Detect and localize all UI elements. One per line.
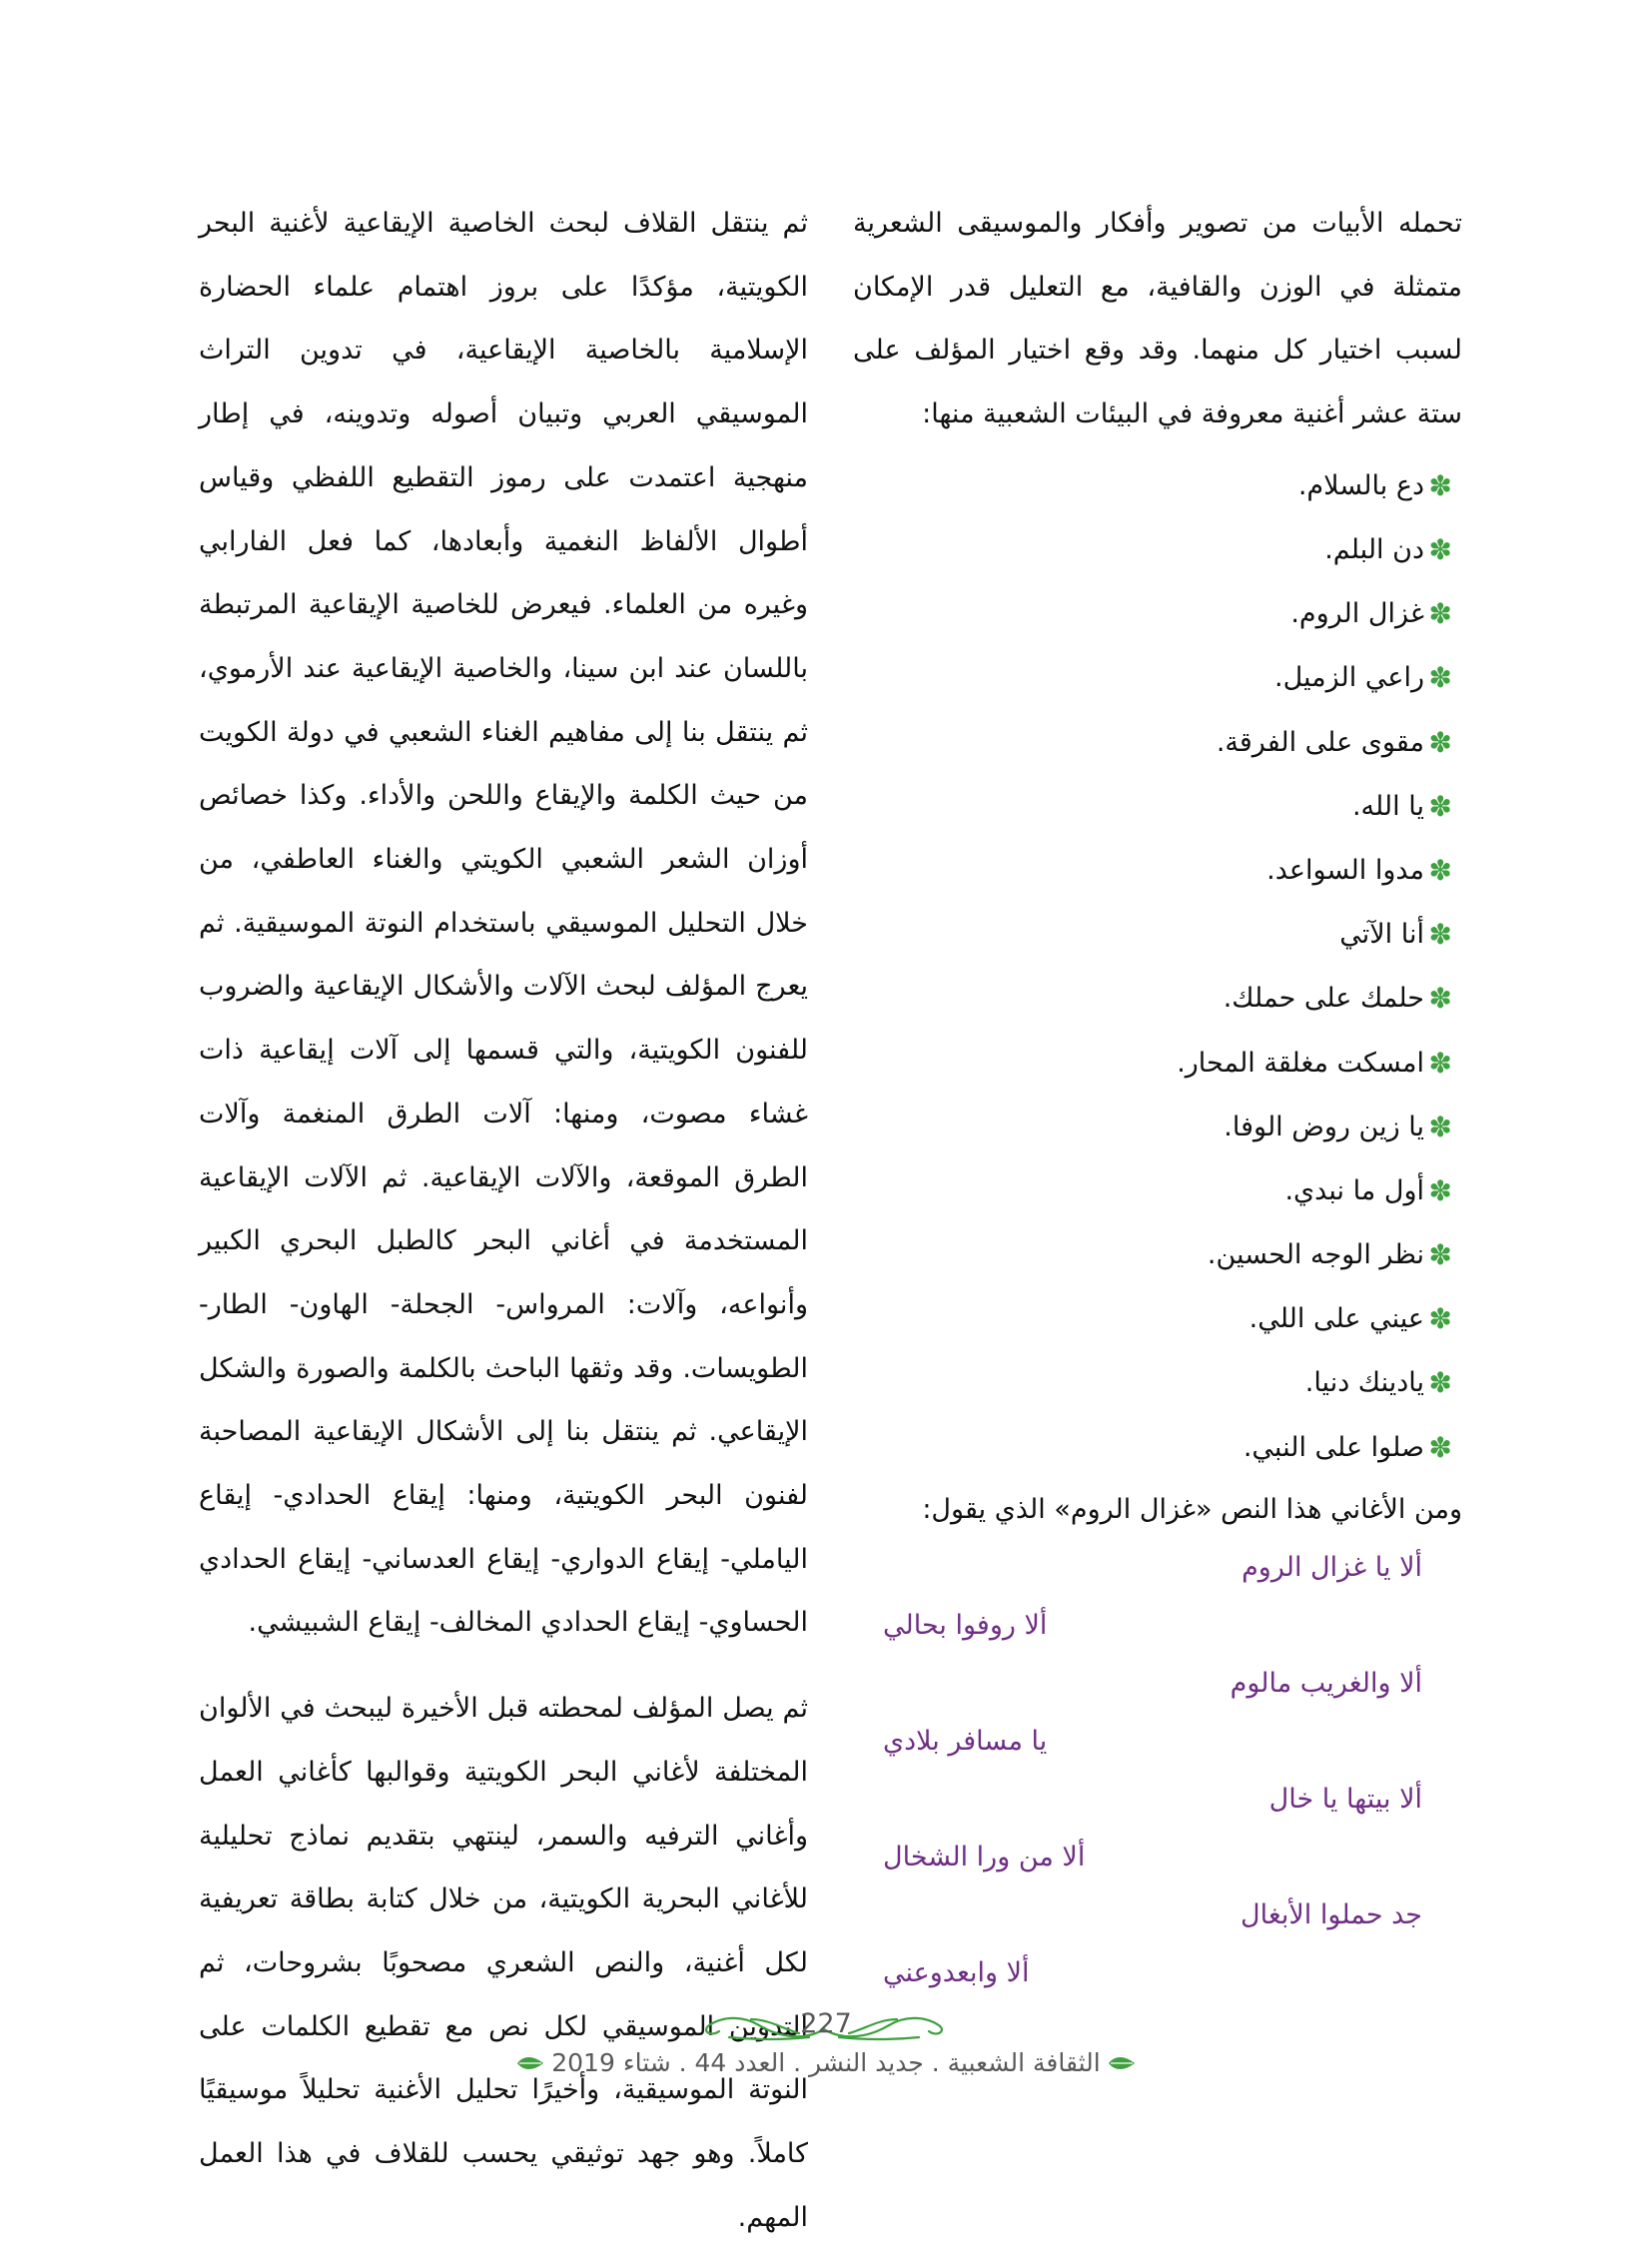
poem-verse: ألا بيتها يا خال [1268,1783,1422,1815]
song-list-item [853,582,1462,646]
poem-verse: يا مسافر بلادي [883,1725,1048,1757]
star-bullet-icon: ✽ [1428,982,1452,1016]
left-column [199,192,808,2250]
poem-verse: ألا والغريب مالوم [1230,1667,1422,1699]
poem-verse: ألا روفوا بحالي [883,1609,1048,1641]
song-list-item [853,839,1462,903]
poem-verse: ألا يا غزال الروم [1241,1551,1422,1583]
song-title: حلمك على حملك. [1223,983,1424,1015]
footer-line [0,2045,1652,2081]
song-list-item [853,1159,1462,1223]
song-title: دع بالسلام. [1297,469,1424,501]
star-bullet-icon: ✽ [1428,1238,1452,1272]
song-title: مدوا السواعد. [1266,854,1424,886]
poem-verse: ألا وابعدوعني [883,1956,1030,1988]
star-bullet-icon: ✽ [1428,1173,1452,1207]
song-title: يادينك دنيا. [1304,1367,1424,1399]
page-footer [0,2007,1652,2107]
poem-verse: ألا من ورا الشخال [883,1841,1086,1873]
star-bullet-icon: ✽ [1428,468,1452,502]
song-title: عيني على اللي. [1248,1303,1424,1335]
leaf-icon [1107,2053,1137,2073]
intro-paragraph: تحمله الأبيات من تصوير وأفكار والموسيقى الشعرية متمثلة في الوزن والقافية، مع التعليل قدر الإمكان لسبب اختيار كل منهما. وقد وقع اختيار المؤلف على ستة عشر أغنية معروفة في البيئات الشعبية منها: [853,208,1462,430]
song-title: نظر الوجه الحسين. [1207,1239,1424,1271]
song-list-item [853,967,1462,1031]
song-list-item [853,1096,1462,1159]
leaf-icon [515,2053,545,2073]
song-title: يا الله. [1351,790,1424,822]
star-bullet-icon: ✽ [1428,1302,1452,1336]
song-list-item [853,711,1462,775]
body-paragraph: ثم ينتقل القلاف لبحث الخاصية الإيقاعية لأغنية البحر الكويتية، مؤكدًا على بروز اهتمام علماء الحضارة الإسلامية بالخاصية الإيقاعية، في تدوين التراث الموسيقي العربي وتبيان أصوله وتدوينه، في إطار منهجية اعتمدت على رموز التقطيع اللفظي وقياس أطوال الألفاظ النغمية وأبعادها، كما فعل الفارابي وغيره من العلماء. فيعرض للخاصية الإيقاعية المرتبطة باللسان عند ابن سينا، والخاصية الإيقاعية عند الأرموي، ثم ينتقل بنا إلى مفاهيم الغناء الشعبي في دولة الكويت من حيث الكلمة والإيقاع واللحن والأداء. وكذا خصائص أوزان الشعر الشعبي الكويتي والغناء العاطفي، من خلال التحليل الموسيقي باستخدام النوتة الموسيقية. ثم يعرج المؤلف لبحث الآلات والأشكال الإيقاعية والضروب للفنون الكويتية، والتي قسمها إلى آلات إيقاعية ذات غشاء مصوت، ومنها: آلات الطرق المنغمة وآلات الطرق الموقعة، والآلات الإيقاعية. ثم الآلات الإيقاعية المستخدمة في أغاني البحر كالطبل البحري الكبير وأنواعه، وآلات: المرواس- الجحلة- الهاون- الطار- الطويسات. وقد وثقها الباحث بالكلمة والصورة والشكل الإيقاعي. ثم ينتقل بنا إلى الأشكال الإيقاعية المصاحبة لفنون البحر الكويتية، ومنها: إيقاع الحدادي- إيقاع الياملي- إيقاع الدواري- إيقاع العدساني- إيقاع الحدادي الحساوي- إيقاع الحدادي المخالف- إيقاع الشبيشي. [199,208,808,1639]
song-list-item [853,454,1462,518]
song-title: غزال الروم. [1290,598,1424,630]
song-title: أنا الآتي [1339,919,1424,951]
star-bullet-icon: ✽ [1428,1046,1452,1080]
star-bullet-icon: ✽ [1428,597,1452,631]
poem [853,1540,1462,2019]
song-title: أول ما نبدي. [1284,1174,1424,1206]
page-number: 227 [800,2008,852,2039]
song-title: راعي الزميل. [1273,662,1424,694]
song-list [853,454,1462,1480]
journal-info: الثقافة الشعبية . جديد النشر . العدد 44 . شتاء 2019 [551,2048,1101,2077]
song-list-item [853,775,1462,839]
song-title: صلوا على النبي. [1242,1431,1424,1463]
song-title: يا زين روض الوفا. [1224,1111,1424,1142]
song-list-item [853,518,1462,582]
star-bullet-icon: ✽ [1428,918,1452,952]
song-list-item [853,646,1462,710]
right-column [853,192,1462,2019]
song-list-item [853,1223,1462,1287]
star-bullet-icon: ✽ [1428,725,1452,759]
song-title: دن البلم. [1324,534,1424,565]
song-list-item [853,1287,1462,1351]
star-bullet-icon: ✽ [1428,661,1452,695]
song-list-item [853,1416,1462,1480]
poem-verse: جد حملوا الأبغال [1240,1898,1422,1930]
star-bullet-icon: ✽ [1428,789,1452,823]
star-bullet-icon: ✽ [1428,1110,1452,1143]
song-title: امسكت مغلقة المحار. [1177,1047,1424,1079]
star-bullet-icon: ✽ [1428,1430,1452,1464]
poem-intro: ومن الأغاني هذا النص «غزال الروم» الذي يقول: [922,1493,1462,1525]
song-list-item [853,1351,1462,1415]
song-title: مقوى على الفرقة. [1216,726,1424,758]
song-list-item [853,903,1462,967]
star-bullet-icon: ✽ [1428,853,1452,887]
star-bullet-icon: ✽ [1428,1366,1452,1400]
body-paragraph: ثم يصل المؤلف لمحطته قبل الأخيرة ليبحث في الألوان المختلفة لأغاني البحر الكويتية وقوالبها كأغاني العمل وأغاني الترفيه والسمر، لينتهي بتقديم نماذج تحليلية للأغاني البحرية الكويتية، من خلال كتابة بطاقة تعريفية لكل أغنية، والنص الشعري مصحوبًا بشروحات، ثم التدوين الموسيقي لكل نص مع تقطيع الكلمات على النوتة الموسيقية، وأخيرًا تحليل الأغنية تحليلاً موسيقيًا كاملاً. وهو جهد توثيقي يحسب للقلاف في هذا العمل المهم. [199,1693,808,2233]
star-bullet-icon: ✽ [1428,533,1452,566]
song-list-item [853,1032,1462,1096]
